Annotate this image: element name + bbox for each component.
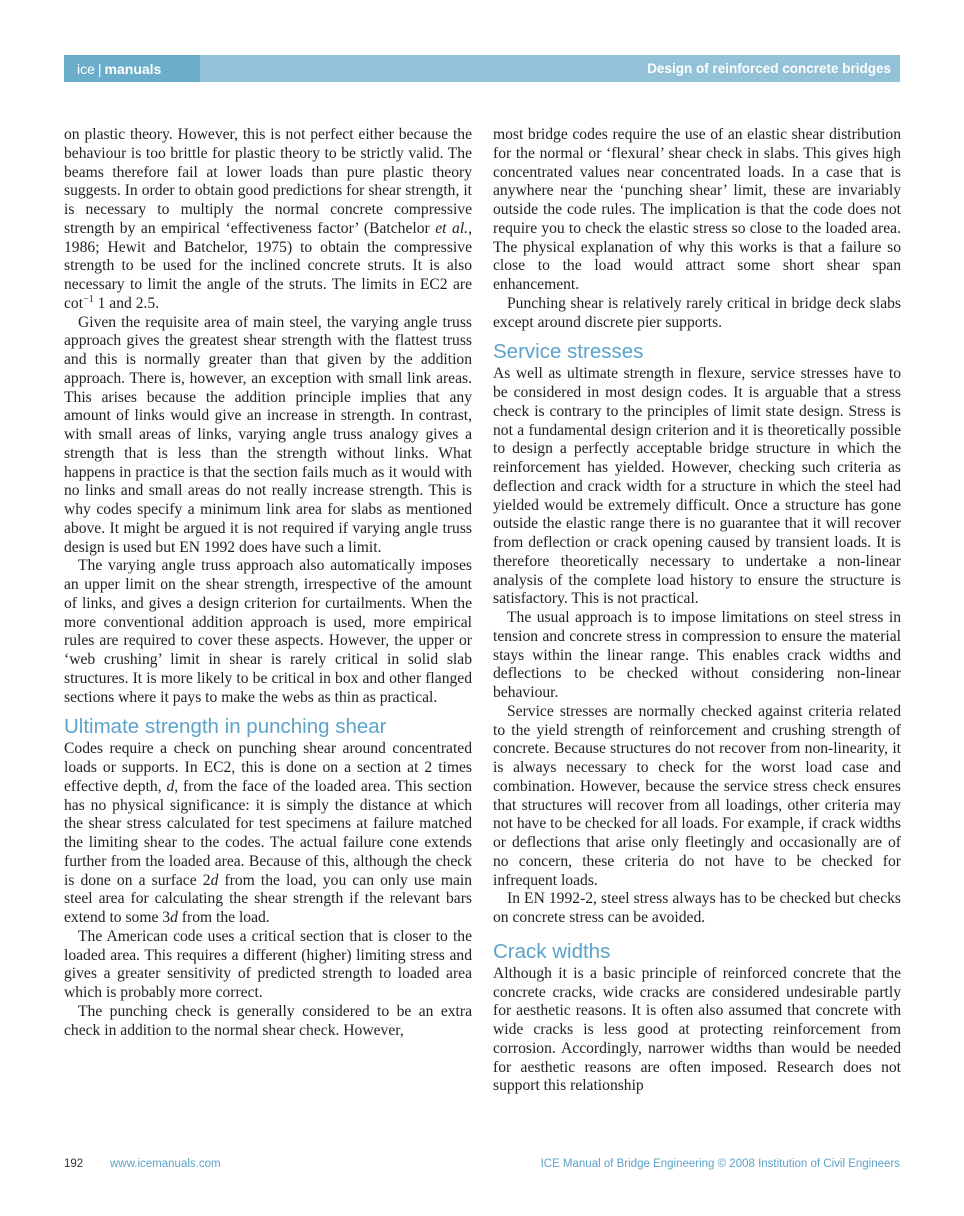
paragraph <box>64 740 472 928</box>
text-run: , 1986; Hewit and Batchelor, 1975) to obtain the compressive strength to be used for the inclined concrete struts. It is also necessary to limit the angle of the struts. The limits in EC2 are cot <box>64 219 472 312</box>
paragraph: Punching shear is relatively rarely critical in bridge deck slabs except around discrete pier supports. <box>493 294 901 331</box>
paragraph: Service stresses are normally checked against criteria related to the yield strength of reinforcement and crushing strength of concrete. Because structures do not recover from non-linearity, it is always necessary to check for the worst load case and combination. However, because the service stress check ensures that structures will recover from all loadings, other criteria may not have to be checked for all loads. For example, if crack widths or deflections that arise only fleetingly and occasionally are of no concern, these criteria do not have to be checked for infrequent loads. <box>493 702 901 889</box>
running-footer <box>64 1158 900 1170</box>
text-run: Codes require a check on punching shear around concentrated loads or supports. In EC2, this is done on a section at 2 times effective depth, <box>64 740 472 795</box>
brand-light-text: ice <box>77 60 95 77</box>
chapter-title: Design of reinforced concrete bridges <box>647 61 891 76</box>
text-run: from the load, you can only use main steel area for calculating the shear strength if the relevant bars extend to some 3 <box>64 871 472 926</box>
paragraph: In EN 1992-2, steel stress always has to be checked but checks on concrete stress can be avoided. <box>493 890 901 926</box>
paragraph <box>64 126 472 314</box>
page-number: 192 <box>64 1158 84 1170</box>
left-column <box>64 126 472 1040</box>
section-heading-service-stresses: Service stresses <box>493 340 644 364</box>
paragraph: The varying angle truss approach also automatically imposes an upper limit on the shear strength, irrespective of the amount of links, and gives a design criterion for curtailments. When the more conventional addition approach is used, more empirical rules are required to cover these aspects. However, the upper or ‘web crushing’ limit in shear is rarely critical in solid slab structures. It is more likely to be critical in box and other flanged sections where it pays to make the webs as thin as practical. <box>64 557 472 706</box>
italic-run: et al. <box>435 219 469 237</box>
section-heading-crack-widths: Crack widths <box>493 939 611 963</box>
paragraph: Although it is a basic principle of reinforced concrete that the concrete cracks, wide cracks are considered undesirable partly for aesthetic reasons. It is often also assumed that concrete with wide cracks is less good at protecting reinforcement from corrosion. Accordingly, narrower widths than would be needed for aesthetic reasons are often imposed. Research does not support this relationship <box>493 964 901 1095</box>
right-column <box>493 126 901 1096</box>
paragraph: The punching check is generally considered to be an extra check in addition to the normal shear check. However, <box>64 1002 472 1039</box>
paragraph: most bridge codes require the use of an elastic shear distribution for the normal or ‘flexural’ shear check in slabs. This gives high concentrated values near concentrated loads. In a case that is anywhere near the ‘punching shear’ limit, these are invariably outside the code rules. The implication is that the code does not require you to check the elastic stress so close to the loaded area. The physical explanation of why this works is that a failure so close to the load would attract some short shear span enhancement. <box>493 126 901 293</box>
brand-separator: | <box>97 60 102 77</box>
paragraph: As well as ultimate strength in flexure, service stresses have to be considered in most design codes. It is arguable that a stress check is contrary to the principles of limit state design. Stress is not a fundamental design criterion and it is theoretically possible to design a perfectly acceptable bridge structure in which the reinforcement has yielded. However, checking such criteria as deflection and crack width for a structure in which the steel had yielded would be extremely difficult. Once a structure has gone outside the elastic range there is no guarantee that it will recover from deflection or crack opening caused by transient loads. It is therefore theoretically necessary to undertake a non-linear analysis of the complete load history to ensure the structure is satisfactory. This is not practical. <box>493 365 901 608</box>
superscript: −1 <box>83 293 94 305</box>
brand-bold-text: manuals <box>104 60 162 77</box>
paragraph: The usual approach is to impose limitations on steel stress in tension and concrete stress in compression to ensure the material stays within the linear range. This enables crack widths and deflections to be checked without considering non-linear behaviour. <box>493 609 901 701</box>
text-run: 1 and 2.5. <box>93 294 160 312</box>
italic-run: d <box>166 777 175 795</box>
copyright-notice: ICE Manual of Bridge Engineering © 2008 Institution of Civil Engineers <box>540 1158 900 1170</box>
text-run: from the load. <box>177 909 270 926</box>
ice-manuals-logo <box>64 55 200 82</box>
running-header <box>64 55 900 82</box>
website-link[interactable]: www.icemanuals.com <box>110 1158 221 1170</box>
paragraph: Given the requisite area of main steel, the varying angle truss approach gives the greatest shear strength with the flattest truss and this is normally greater than that given by the addition approach. There is, however, an exception with small link areas. This arises because the addition principle implies that any amount of links would give an increase in strength. In contrast, with small areas of links, varying angle truss analogy gives a strength that is less than the strength without links. What happens in practice is that the section fails much as it would with no links and small areas do not really increase strength. This is why codes specify a minimum link area for slabs as mentioned above. It might be argued it is not required if varying angle truss design is used but EN 1992 does have such a limit. <box>64 313 472 556</box>
text-run: on plastic theory. However, this is not perfect either because the behaviour is too brittle for plastic theory to be strictly valid. The beams therefore fail at lower loads than pure plastic theory suggests. In order to obtain good predictions for shear strength, it is necessary to multiply the normal concrete compressive strength by an empirical ‘effectiveness factor’ (Batchelor <box>64 126 472 237</box>
paragraph: The American code uses a critical section that is closer to the loaded area. This requires a different (higher) limiting stress and gives a greater sensitivity of predicted strength to loaded area which is probably more correct. <box>64 927 472 1001</box>
italic-run: d <box>170 909 178 926</box>
text-run: , from the face of the loaded area. This section has no physical significance: it is simply the distance at which the shear stress calculated for test specimens at failure matched the limiting shear to the codes. The actual failure cone extends further from the loaded area. Because of this, although the check is done on a surface 2 <box>64 777 472 889</box>
italic-run: d <box>210 871 219 889</box>
section-heading-punching-shear: Ultimate strength in punching shear <box>64 715 387 739</box>
